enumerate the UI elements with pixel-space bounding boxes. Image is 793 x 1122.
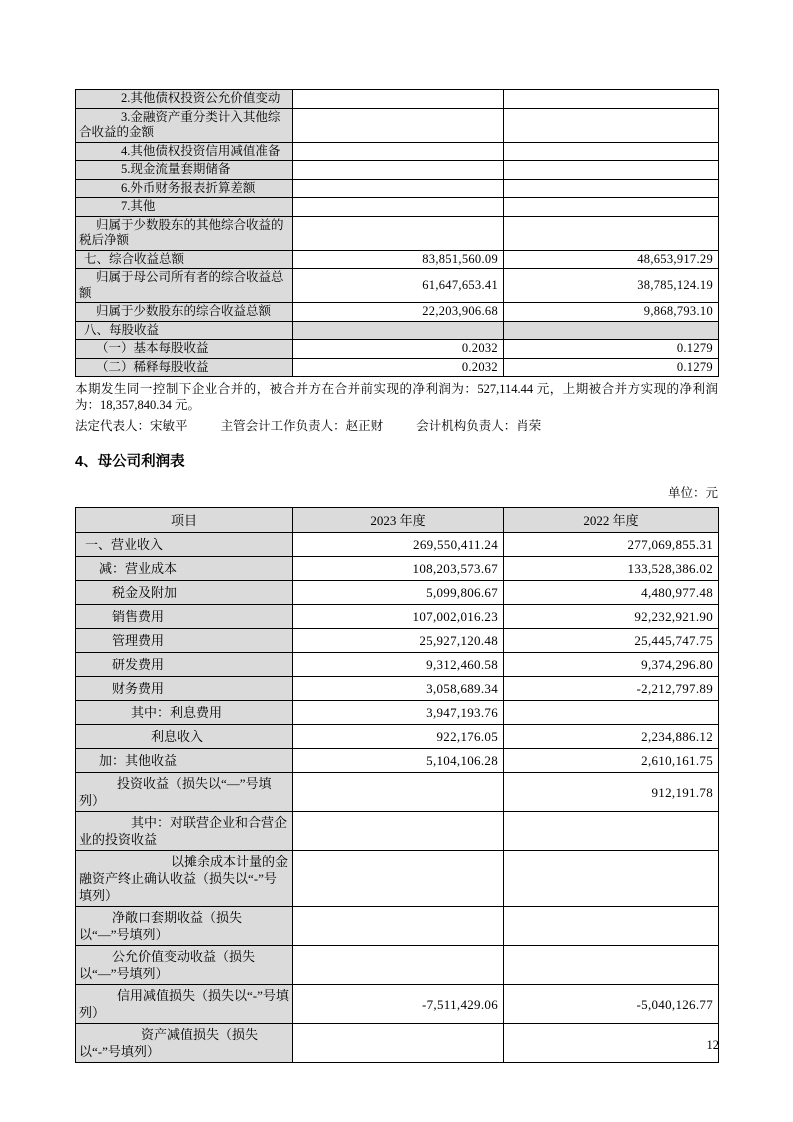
merger-note: 本期发生同一控制下企业合并的，被合并方在合并前实现的净利润为：527,114.44 元，上期被合并方实现的净利润为：18,357,840.34 元。 (75, 382, 718, 412)
row-label-cell: 信用减值损失（损失以“-”号填列） (76, 985, 293, 1024)
table-row (76, 250, 719, 269)
value-2022-cell: -5,040,126.77 (504, 985, 719, 1024)
value-2022-cell (504, 701, 719, 725)
row-label-cell: 资产减值损失（损失以“-”号填列） (76, 1024, 293, 1063)
parent-income-table (75, 507, 719, 1063)
row-label-cell: 归属于少数股东的其他综合收益的税后净额 (76, 216, 293, 250)
row-label-cell: 税金及附加 (76, 581, 293, 605)
section-heading: 4、母公司利润表 (75, 454, 185, 470)
table-row (76, 629, 719, 653)
table-row (76, 581, 719, 605)
row-label-cell: 公允价值变动收益（损失以“—”号填列） (76, 946, 293, 985)
value-2022-cell (504, 179, 719, 198)
value-2022-cell (504, 108, 719, 142)
value-2023-cell: 83,851,560.09 (293, 250, 504, 269)
table-row (76, 179, 719, 198)
value-2022-cell (504, 90, 719, 109)
value-2023-cell: 3,058,689.34 (293, 677, 504, 701)
table-row (76, 725, 719, 749)
table-row (76, 198, 719, 217)
value-2023-cell: 107,002,016.23 (293, 605, 504, 629)
value-2023-cell: 5,104,106.28 (293, 749, 504, 773)
row-label-cell: 3.金融资产重分类计入其他综合收益的金额 (76, 108, 293, 142)
row-label-cell: 6.外币财务报表折算差额 (76, 179, 293, 198)
value-2023-cell: 9,312,460.58 (293, 653, 504, 677)
value-2023-cell (293, 946, 504, 985)
value-2023-cell: -7,511,429.06 (293, 985, 504, 1024)
row-label-cell: 减：营业成本 (76, 557, 293, 581)
row-label-cell: 其中：利息费用 (76, 701, 293, 725)
table-row (76, 907, 719, 946)
value-2022-cell (504, 851, 719, 907)
value-2023-cell: 0.2032 (293, 358, 504, 377)
value-2022-cell: 0.1279 (504, 340, 719, 359)
value-2022-cell (504, 946, 719, 985)
row-label-cell: 2.其他债权投资公允价值变动 (76, 90, 293, 109)
signatories-line (75, 418, 718, 434)
value-2023-cell: 25,927,120.48 (293, 629, 504, 653)
value-2022-cell: 0.1279 (504, 358, 719, 377)
value-2022-cell: 25,445,747.75 (504, 629, 719, 653)
row-label-cell: 7.其他 (76, 198, 293, 217)
table-row (76, 557, 719, 581)
value-2022-cell: 912,191.78 (504, 773, 719, 812)
table-header-row (76, 508, 719, 533)
table-row (76, 653, 719, 677)
value-2023-cell (293, 321, 504, 340)
row-label-cell: 投资收益（损失以“—”号填列） (76, 773, 293, 812)
value-2023-cell: 5,099,806.67 (293, 581, 504, 605)
value-2022-cell: 9,374,296.80 (504, 653, 719, 677)
table-row (76, 605, 719, 629)
row-label-cell: 加：其他收益 (76, 749, 293, 773)
table-row (76, 340, 719, 359)
row-label-cell: 4.其他债权投资信用减值准备 (76, 142, 293, 161)
value-2022-cell: 133,528,386.02 (504, 557, 719, 581)
table-row (76, 812, 719, 851)
row-label-cell: （二）稀释每股收益 (76, 358, 293, 377)
value-2023-cell (293, 198, 504, 217)
table-row (76, 216, 719, 250)
table-row (76, 303, 719, 322)
value-2023-cell: 269,550,411.24 (293, 533, 504, 557)
value-2023-cell (293, 216, 504, 250)
header-item: 项目 (76, 508, 293, 533)
row-label-cell: 八、每股收益 (76, 321, 293, 340)
table-row (76, 1024, 719, 1063)
value-2023-cell (293, 773, 504, 812)
row-label-cell: 研发费用 (76, 653, 293, 677)
value-2022-cell (504, 907, 719, 946)
unit-label: 单位：元 (667, 486, 718, 500)
table-row (76, 701, 719, 725)
value-2022-cell: 48,653,917.29 (504, 250, 719, 269)
table-row (76, 108, 719, 142)
row-label-cell: 归属于母公司所有者的综合收益总额 (76, 269, 293, 303)
table-row (76, 161, 719, 180)
value-2023-cell (293, 1024, 504, 1063)
table-row (76, 946, 719, 985)
value-2022-cell (504, 321, 719, 340)
value-2023-cell: 61,647,653.41 (293, 269, 504, 303)
row-label-cell: 管理费用 (76, 629, 293, 653)
value-2022-cell: 277,069,855.31 (504, 533, 719, 557)
value-2022-cell: 4,480,977.48 (504, 581, 719, 605)
value-2023-cell (293, 179, 504, 198)
row-label-cell: 七、综合收益总额 (76, 250, 293, 269)
row-label-cell: （一）基本每股收益 (76, 340, 293, 359)
header-2022: 2022 年度 (504, 508, 719, 533)
value-2022-cell: 2,234,886.12 (504, 725, 719, 749)
value-2023-cell (293, 161, 504, 180)
table-row (76, 358, 719, 377)
value-2022-cell (504, 216, 719, 250)
value-2022-cell (504, 161, 719, 180)
table-row (76, 533, 719, 557)
table-row (76, 773, 719, 812)
value-2023-cell (293, 907, 504, 946)
value-2023-cell (293, 812, 504, 851)
value-2022-cell (504, 812, 719, 851)
table-row (76, 677, 719, 701)
chief-accountant: 主管会计工作负责人：赵正财 (220, 419, 384, 433)
legal-representative: 法定代表人：宋敏平 (75, 419, 188, 433)
value-2023-cell (293, 108, 504, 142)
row-label-cell: 一、营业收入 (76, 533, 293, 557)
header-2023: 2023 年度 (293, 508, 504, 533)
value-2022-cell (504, 1024, 719, 1063)
row-label-cell: 5.现金流量套期储备 (76, 161, 293, 180)
table-row (76, 90, 719, 109)
table-row (76, 749, 719, 773)
value-2022-cell: 2,610,161.75 (504, 749, 719, 773)
value-2023-cell: 3,947,193.76 (293, 701, 504, 725)
row-label-cell: 归属于少数股东的综合收益总额 (76, 303, 293, 322)
value-2023-cell: 22,203,906.68 (293, 303, 504, 322)
row-label-cell: 财务费用 (76, 677, 293, 701)
accounting-org-head: 会计机构负责人：肖荣 (416, 419, 542, 433)
row-label-cell: 净敞口套期收益（损失以“—”号填列） (76, 907, 293, 946)
value-2023-cell (293, 851, 504, 907)
table-row (76, 321, 719, 340)
table-row (76, 142, 719, 161)
value-2022-cell: 9,868,793.10 (504, 303, 719, 322)
row-label-cell: 其中：对联营企业和合营企业的投资收益 (76, 812, 293, 851)
value-2023-cell: 922,176.05 (293, 725, 504, 749)
value-2023-cell (293, 90, 504, 109)
page-number: 12 (706, 1038, 719, 1052)
row-label-cell: 销售费用 (76, 605, 293, 629)
value-2023-cell: 108,203,573.67 (293, 557, 504, 581)
value-2022-cell: 92,232,921.90 (504, 605, 719, 629)
row-label-cell: 利息收入 (76, 725, 293, 749)
value-2022-cell: -2,212,797.89 (504, 677, 719, 701)
value-2023-cell: 0.2032 (293, 340, 504, 359)
value-2022-cell (504, 198, 719, 217)
table-row (76, 985, 719, 1024)
table-row (76, 851, 719, 907)
table-row (76, 269, 719, 303)
consolidated-income-table (75, 89, 719, 377)
value-2022-cell: 38,785,124.19 (504, 269, 719, 303)
value-2022-cell (504, 142, 719, 161)
value-2023-cell (293, 142, 504, 161)
row-label-cell: 以摊余成本计量的金融资产终止确认收益（损失以“-”号填列） (76, 851, 293, 907)
